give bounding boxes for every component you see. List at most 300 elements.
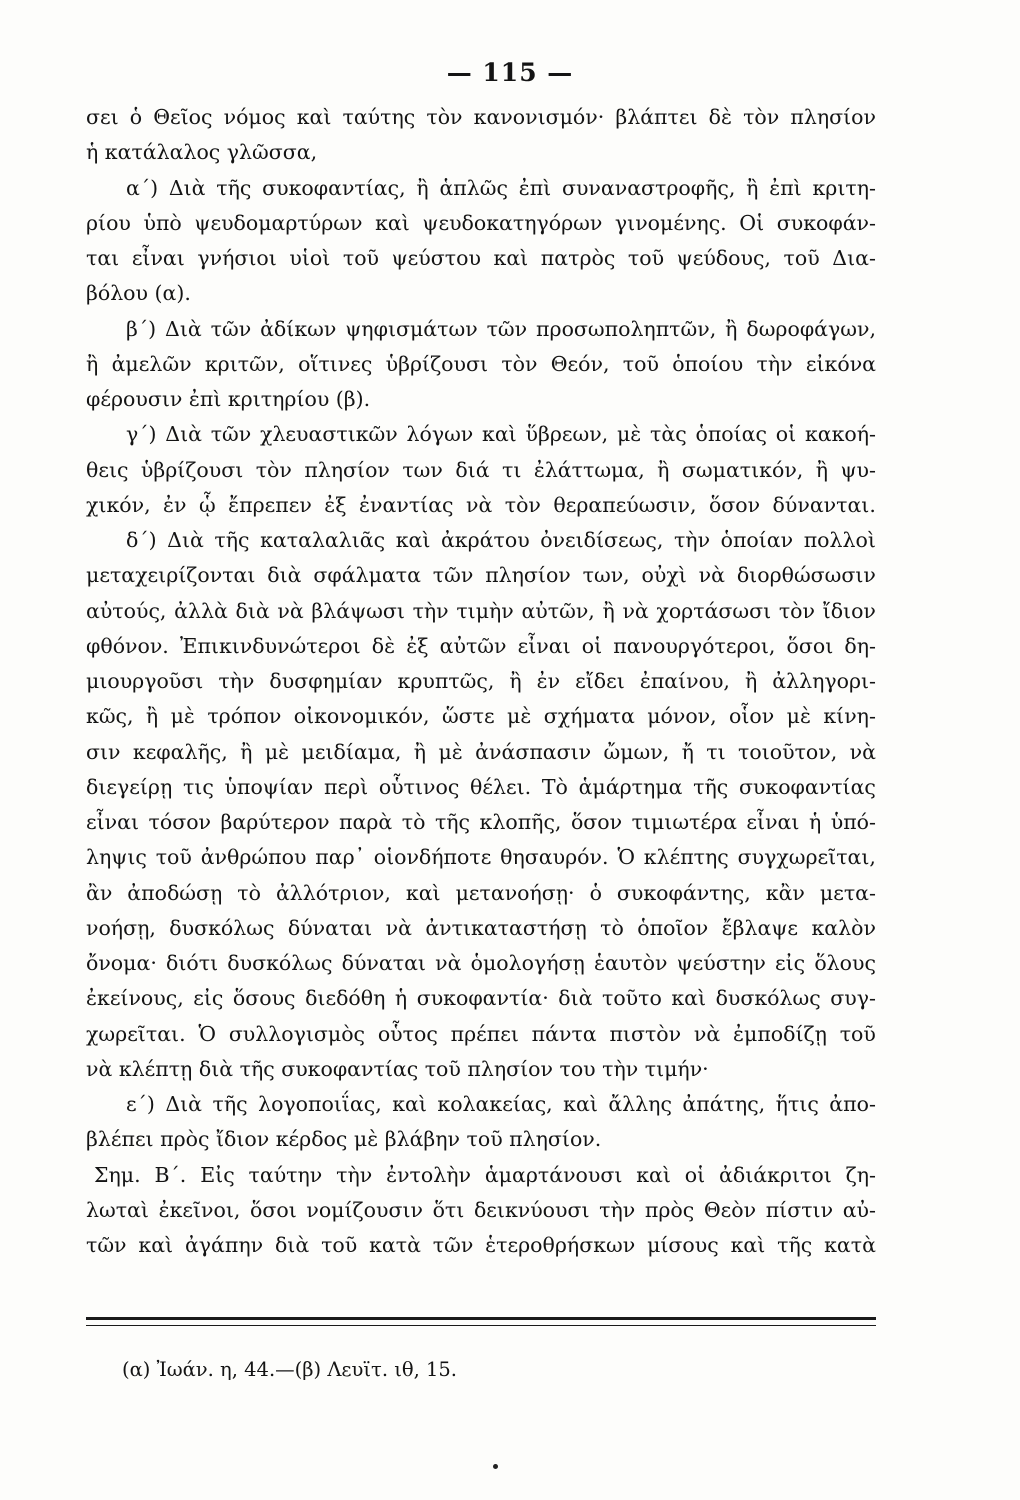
footnote-rule-thick — [86, 1317, 876, 1320]
word: Θεὸν — [703, 1197, 757, 1222]
word: ἐπαίνου, — [639, 669, 730, 693]
word: υἱοὶ — [289, 246, 331, 270]
text-line — [86, 735, 876, 770]
word: περὶ — [323, 774, 369, 799]
word: ἥτις — [775, 1092, 819, 1116]
word: Διὰ — [165, 422, 202, 447]
word: δωροφάγων, — [746, 316, 876, 341]
word: ἐν — [163, 492, 187, 517]
word: τι — [706, 739, 726, 764]
word: εἴδει — [575, 669, 625, 693]
word: ἀλληγορι- — [772, 669, 876, 693]
word: ψεύδους, — [676, 246, 771, 270]
word: γινομένης. — [614, 210, 727, 235]
word: τοιοῦτον, — [738, 739, 838, 764]
word: μίσους — [647, 1233, 719, 1257]
word: συγ- — [830, 986, 876, 1011]
word: Διὰ — [167, 528, 204, 552]
word: συκοφαντίας — [738, 774, 876, 799]
text-line — [86, 981, 876, 1016]
word: καταλαλιᾶς — [260, 528, 386, 552]
word: ἀπο- — [829, 1092, 876, 1116]
word: δυσφημίαν — [269, 669, 383, 693]
word: ἁμάρτημα — [578, 774, 683, 799]
word: μόνον, — [647, 704, 717, 729]
word: διὰ — [274, 1233, 310, 1257]
word: τὴν — [412, 598, 449, 623]
word: κἂν — [765, 880, 805, 905]
word: μειδίαμα, — [301, 739, 402, 764]
word: δ΄) — [126, 528, 157, 552]
word: δυσκόλως — [169, 915, 275, 940]
word: καὶ — [405, 880, 441, 905]
word: ἂν — [86, 880, 113, 905]
word: κῶς, — [86, 704, 134, 729]
word: πρέπει — [450, 1021, 519, 1046]
text-line — [86, 805, 876, 840]
word: Β΄. — [154, 1162, 187, 1187]
word: ἐπὶ — [769, 175, 802, 200]
word: ὑβρίζουσι — [385, 351, 489, 376]
word: τὸν — [778, 598, 815, 623]
word: καὶ — [392, 1092, 427, 1116]
word: ψευδοκατηγόρων — [422, 210, 603, 235]
word: ἢ — [240, 739, 253, 764]
text-line — [86, 312, 876, 347]
word: ἢ — [509, 669, 522, 693]
word: συλλογισμὸς — [228, 1021, 366, 1046]
word: εἰκόνα — [805, 351, 876, 376]
word: κατὰ — [369, 1233, 421, 1257]
word: γνήσιοι — [197, 246, 277, 270]
text-line — [86, 1228, 876, 1263]
word: συναναστροφῆς, — [561, 175, 736, 200]
word: νὰ — [698, 563, 725, 588]
text-line — [86, 946, 876, 981]
word: ζη- — [845, 1162, 876, 1187]
word: πίστιν — [765, 1197, 834, 1222]
word: οἱ — [581, 633, 603, 658]
word: ἐξ — [406, 633, 429, 658]
word: συκοφάντης, — [616, 880, 751, 905]
word: Δια- — [832, 246, 876, 270]
word: τῆς — [212, 1092, 248, 1116]
word: σχήματα — [543, 704, 635, 729]
word: καὶ — [482, 422, 517, 447]
word: τοῦτο — [601, 986, 662, 1011]
word: εἶναι — [517, 633, 571, 658]
word: ἁπλῶς — [439, 175, 508, 200]
word: Σημ. — [94, 1162, 141, 1187]
word: ὅσον — [570, 810, 623, 834]
word: οἵτινες — [298, 351, 373, 376]
word: διεγείρῃ — [86, 774, 173, 799]
word: καὶ — [671, 986, 707, 1011]
word: ἐξ — [324, 492, 347, 517]
word: ἀνθρώπου — [200, 845, 307, 870]
text-line — [86, 770, 876, 805]
word: ὁποίου — [672, 351, 744, 376]
word: χωρεῖται. — [86, 1021, 186, 1046]
word: διεδόθη — [305, 986, 386, 1011]
word: ὅλους — [814, 951, 876, 975]
word: κατὰ — [824, 1233, 876, 1257]
word: νόμος — [223, 105, 286, 129]
word: ται — [86, 246, 120, 270]
word: ὅσους — [232, 986, 296, 1011]
word: Εἰς — [200, 1162, 235, 1187]
word: ἢ — [145, 704, 159, 729]
word: ὅσοι — [250, 1197, 297, 1222]
word: Διὰ — [165, 316, 202, 341]
word: ἴδιον — [822, 598, 876, 623]
word: σωματικόν, — [681, 457, 804, 482]
word: οὗτος — [377, 1021, 438, 1046]
word: πιστὸν — [609, 1021, 682, 1046]
word: νοήσῃ, — [86, 915, 156, 940]
word: ᾧ — [198, 492, 216, 517]
word: τοῦ — [783, 246, 820, 270]
word: κακοή- — [804, 422, 876, 447]
word: κεφαλῆς, — [132, 739, 228, 764]
word: ἀμελῶν — [111, 351, 192, 376]
word: λογοποιΐας, — [258, 1092, 382, 1116]
word: τι — [501, 457, 522, 482]
word: ἀποδώσῃ — [127, 880, 223, 905]
word: τόσον — [148, 810, 211, 834]
word: ἢ — [602, 598, 615, 623]
text-line — [86, 840, 876, 875]
word: ψεύστην — [676, 951, 766, 975]
word: ἄλλης — [608, 1092, 672, 1116]
word: οἱ — [684, 1162, 706, 1187]
text-line — [86, 100, 876, 135]
word: πάντα — [531, 1021, 597, 1046]
word: πλησίον — [304, 457, 390, 482]
word: μετανοήσῃ· — [455, 880, 575, 905]
word: μετα- — [819, 880, 876, 905]
word: συκοφαντίας, — [262, 175, 406, 200]
word: εἶναι — [86, 810, 140, 834]
word: τῶν — [432, 563, 474, 588]
word: Οἱ — [739, 210, 765, 235]
text-line — [86, 171, 876, 206]
word: νὰ — [849, 739, 876, 764]
word: ἀντικαταστήσῃ — [425, 915, 587, 940]
word: τοῦ — [321, 1233, 358, 1257]
word: τῶν — [210, 422, 252, 447]
text-line — [86, 699, 876, 734]
word: διά — [455, 457, 490, 482]
word: Διὰ — [165, 1092, 203, 1116]
word: τὴν — [756, 351, 793, 376]
word: τὴν — [599, 1197, 636, 1222]
text-line — [86, 1017, 876, 1052]
word: τὴν — [336, 1162, 373, 1187]
word: δυσκόλως — [227, 951, 333, 975]
word: ὁμολογήσῃ — [470, 951, 585, 975]
text-line: βλέπει πρὸς ἴδιον κέρδος μὲ βλάβην τοῦ πλησίον. — [86, 1127, 602, 1152]
word: διορθώσωσιν — [736, 563, 876, 588]
word: εἰς — [775, 951, 806, 975]
word: πολλοὶ — [803, 528, 876, 552]
word: ἐπὶ — [518, 175, 552, 200]
word: δὲ — [708, 105, 732, 129]
word: μὲ — [264, 739, 290, 764]
word: ε΄) — [126, 1092, 155, 1116]
text-line — [86, 206, 876, 241]
word: ὤμων, — [603, 739, 670, 764]
word: εἶναι — [131, 246, 185, 270]
word: παρὰ — [339, 810, 393, 834]
word: διὰ — [558, 986, 593, 1011]
page-mark-dot — [493, 1464, 498, 1469]
word: καὶ — [395, 528, 431, 552]
word: νὰ — [385, 915, 412, 940]
word: κανονισμόν· — [473, 105, 605, 129]
word: τῆς — [214, 528, 250, 552]
word: ὕβρεων, — [525, 422, 609, 447]
text-line — [86, 417, 876, 452]
word: θέλει. — [470, 774, 532, 799]
word: εἰς — [193, 986, 224, 1011]
word: συκοφαντία· — [416, 986, 549, 1011]
word: τῆς — [434, 810, 471, 834]
word: τῆς — [693, 774, 729, 799]
word: ψεύστου — [391, 246, 481, 270]
word: διὰ — [235, 598, 270, 623]
word: ψευδομαρτύρων — [194, 210, 363, 235]
text-line: βόλου (α). — [86, 281, 191, 306]
word: ψηφισμάτων — [345, 316, 478, 341]
word: ὅσον — [708, 492, 761, 517]
word: τὴν — [673, 528, 711, 552]
word: οὐχὶ — [641, 563, 687, 588]
word: δυσκόλως — [715, 986, 821, 1011]
word: νὰ — [277, 598, 304, 623]
word: τρόπον — [207, 704, 282, 729]
word: κολακείας, — [437, 1092, 553, 1116]
text-line — [86, 1158, 876, 1193]
word: ἐντολὴν — [386, 1162, 471, 1187]
text-line — [86, 594, 876, 629]
word: μὲ — [438, 739, 463, 764]
word: ἀπάτης, — [682, 1092, 766, 1116]
word: αὐτῶν — [439, 633, 507, 658]
word: των, — [582, 563, 630, 588]
text-line — [86, 453, 876, 488]
word: μὲ — [786, 704, 811, 729]
word: τὸν — [255, 457, 292, 482]
word: βαρύτερον — [220, 810, 330, 834]
word: λόγων — [406, 422, 474, 447]
word: μὲ — [170, 704, 195, 729]
word: ἢ — [86, 351, 99, 376]
word: Τὸ — [541, 774, 568, 799]
word: α΄) — [126, 175, 159, 200]
word: δεικνύουσι — [473, 1197, 590, 1222]
word: μὲ — [616, 422, 642, 447]
word: νὰ — [622, 598, 649, 623]
word: των — [402, 457, 443, 482]
word: καὶ — [375, 210, 410, 235]
text-line — [86, 876, 876, 911]
word: ἀδιάκριτοι — [719, 1162, 832, 1187]
word: κλοπῆς, — [479, 810, 562, 834]
word: χορτάσωσι — [656, 598, 772, 623]
word: τὸ — [237, 880, 261, 905]
word: μιουργοῦσι — [86, 669, 204, 693]
word: ὁποίαν — [720, 528, 794, 552]
word: κριτη- — [812, 175, 876, 200]
word: ληψις — [86, 845, 147, 870]
word: τοῦ — [622, 351, 659, 376]
word: αὐτούς, — [86, 598, 167, 623]
word: δὲ — [371, 633, 396, 658]
word: ρίου — [86, 210, 131, 235]
word: νὰ — [435, 951, 462, 975]
word: γ΄) — [126, 422, 157, 447]
word: πρὸς — [644, 1197, 695, 1222]
footnote-rule-thin — [86, 1325, 876, 1326]
text-line — [86, 664, 876, 699]
text-line — [86, 1193, 876, 1228]
text-line — [86, 347, 876, 382]
word: ἢ — [413, 739, 427, 764]
word: προσωποληπτῶν, — [536, 316, 717, 341]
word: ἀκράτου — [440, 528, 530, 552]
text-line — [86, 558, 876, 593]
word: ταύτης — [342, 105, 416, 129]
word: ἐν — [536, 669, 561, 693]
word: καὶ — [636, 1162, 671, 1187]
word: οἷον — [729, 704, 775, 729]
word: αὐ- — [842, 1197, 876, 1222]
word: κρυπτῶς, — [397, 669, 495, 693]
word: οἱ — [775, 422, 797, 447]
word: ἢ — [746, 175, 759, 200]
word: χλευαστικῶν — [260, 422, 398, 447]
word: θησαυρόν. — [500, 845, 609, 870]
word: ἐκεῖνοι, — [158, 1197, 241, 1222]
word: σφάλματα — [313, 563, 421, 588]
footnotes: (α) Ἰωάν. η, 44.—(β) Λευϊτ. ιθ, 15. — [122, 1358, 458, 1381]
word: οὗτινος — [378, 774, 460, 799]
word: κλέπτης — [643, 845, 729, 870]
word: κριτῶν, — [204, 351, 285, 376]
word: ἢ — [725, 316, 738, 341]
word: β΄) — [126, 316, 157, 341]
text-line — [86, 911, 876, 946]
word: τοῦ — [155, 845, 192, 870]
word: ὑποψίαν — [224, 774, 314, 799]
word: ὥστε — [441, 704, 495, 729]
word: ἡ — [808, 810, 822, 834]
word: ἢ — [744, 669, 758, 693]
word: τοῦ — [342, 246, 380, 270]
word: ὁποίας — [695, 422, 768, 447]
text-line: νὰ κλέπτῃ διὰ τῆς συκοφαντίας τοῦ πλησίον του τὴν τιμήν· — [86, 1056, 709, 1081]
word: πλησίον — [790, 105, 876, 129]
word: τὸ — [600, 915, 624, 940]
word: σει — [86, 105, 119, 129]
word: καὶ — [730, 1233, 766, 1257]
word: παρ᾽ — [315, 845, 365, 870]
word: τὰς — [650, 422, 687, 447]
word: τῶν — [86, 1233, 127, 1257]
word: οἱονδήποτε — [373, 845, 492, 870]
word: ἢ — [815, 457, 829, 482]
word: ἔπρεπεν — [228, 492, 312, 517]
word: δη- — [844, 633, 876, 658]
word: ὑβρίζουσι — [140, 457, 244, 482]
word: ὑπὸ — [143, 210, 182, 235]
word: νὰ — [693, 1021, 721, 1046]
word: βλάψωσι — [311, 598, 405, 623]
word: τοῦ — [839, 1021, 876, 1046]
word: νὰ — [465, 492, 493, 517]
word: ὁποῖον — [637, 915, 709, 940]
word: συγχωρεῖται, — [737, 845, 876, 870]
word: ἢ — [416, 175, 429, 200]
word: σιν — [86, 739, 121, 764]
text-line — [86, 1087, 876, 1122]
word: ὑπό- — [830, 810, 876, 834]
word: πλησίον — [485, 563, 571, 588]
word: καὶ — [563, 1092, 598, 1116]
word: Θεῖος — [153, 105, 213, 129]
word: ἐμποδίζῃ — [733, 1021, 827, 1046]
word: βλάπτει — [615, 105, 698, 129]
word: μεταχειρίζονται — [86, 563, 256, 588]
word: διὰ — [267, 563, 302, 588]
word: χικόν, — [86, 492, 151, 517]
word: ἢ — [657, 457, 670, 482]
text-line: ἡ κατάλαλος γλῶσσα, — [86, 140, 318, 165]
word: τιμὴν — [456, 598, 514, 623]
word: ὅσοι — [786, 633, 834, 658]
text-line — [86, 523, 876, 558]
word: φθόνον. — [86, 633, 169, 658]
text-line — [86, 629, 876, 664]
word: ἀδίκων — [260, 316, 337, 341]
word: ἐναντίας — [359, 492, 454, 517]
word: ἐλάττωμα, — [533, 457, 645, 482]
word: τιμιωτέρα — [631, 810, 737, 834]
word: μὲ — [507, 704, 532, 729]
text-line — [86, 488, 876, 523]
word: τῆς — [777, 1233, 813, 1257]
word: ἤ — [681, 739, 694, 764]
word: καὶ — [493, 246, 529, 270]
word: πατρὸς — [540, 246, 616, 270]
word: καὶ — [138, 1233, 174, 1257]
word: ἐκείνους, — [86, 986, 184, 1011]
word: λωταὶ — [86, 1197, 149, 1222]
text-line: φέρουσιν ἐπὶ κριτηρίου (β). — [86, 387, 371, 411]
word: τις — [182, 774, 214, 799]
word: θεις — [86, 457, 129, 482]
word: δύναται — [341, 951, 426, 975]
word: Ὁ — [617, 845, 635, 870]
word: ἀνάσπασιν — [475, 739, 592, 764]
word: οἰκονομικόν, — [293, 704, 430, 729]
word: τῶν — [210, 316, 252, 341]
word: Διὰ — [168, 175, 206, 200]
word: νομίζουσιν — [306, 1197, 423, 1222]
word: τὸν — [743, 105, 780, 129]
word: ὀνειδίσεως, — [540, 528, 664, 552]
